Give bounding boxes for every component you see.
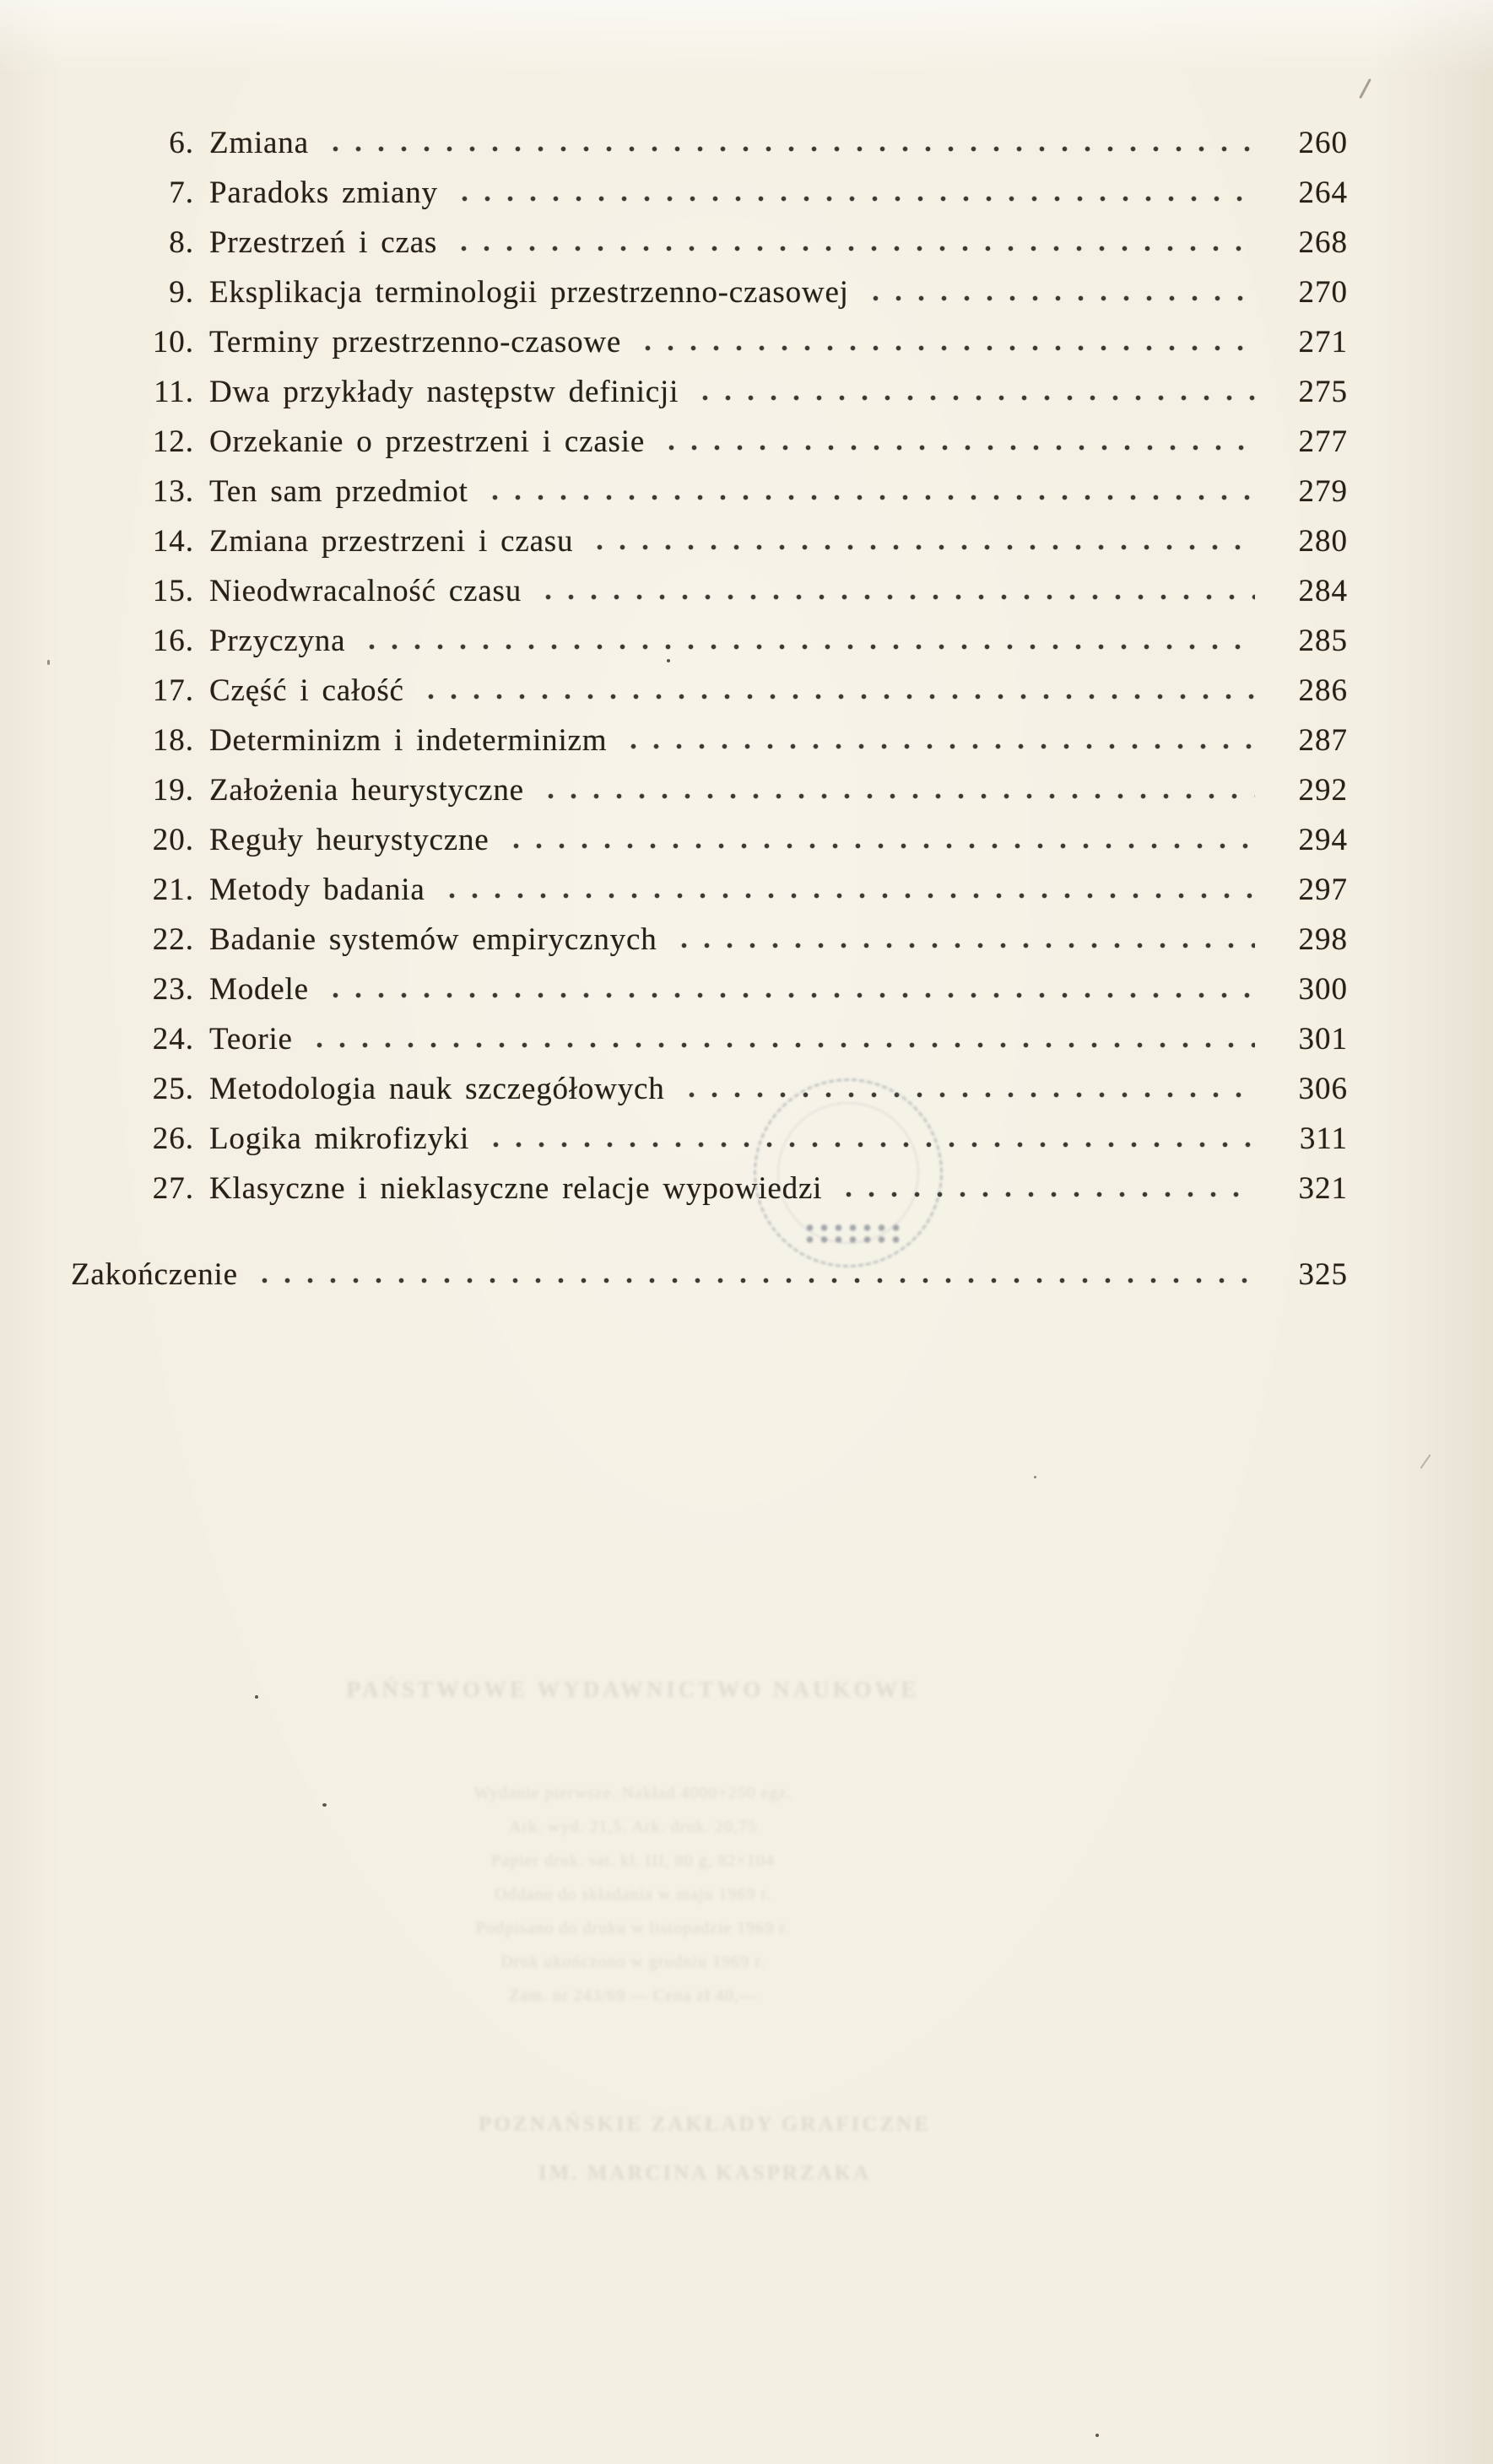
entry-number: 26.: [152, 1121, 194, 1156]
entry-page-number: 321: [1298, 1171, 1348, 1206]
dot-leader: [864, 294, 1255, 302]
entry-number: 23.: [152, 972, 194, 1007]
entry-title: Eksplikacja terminologii przestrzenno-czasowej: [209, 275, 849, 310]
entry-title: Determinizm i indeterminizm: [209, 723, 608, 758]
entry-number: 15.: [152, 574, 194, 608]
dot-leader: [673, 942, 1256, 949]
entry-number: 22.: [152, 922, 194, 957]
entry-page-number: 275: [1298, 375, 1348, 409]
entry-page-number: 271: [1298, 325, 1348, 359]
dot-leader: [505, 842, 1255, 850]
paper-speck: [322, 1803, 327, 1807]
toc-entry: [138, 516, 1348, 566]
toc-entry: [138, 765, 1348, 815]
dot-leader: [441, 892, 1255, 900]
bleedthrough-heading: PAŃSTWOWE WYDAWNICTWO NAUKOWE: [346, 1677, 920, 1702]
entry-number: 20.: [152, 823, 194, 857]
toc-entry: [138, 467, 1348, 516]
bleedthrough-printer: [72, 2100, 1338, 2198]
dot-leader: [452, 245, 1255, 252]
toc-final-entry: [71, 1250, 1348, 1300]
entry-page-number: 300: [1298, 972, 1348, 1007]
toc-entry: [138, 815, 1348, 865]
entry-number: 17.: [152, 673, 194, 708]
bleedthrough-colophon: [0, 1776, 1266, 2013]
entry-number: 27.: [152, 1171, 194, 1206]
entry-number: 10.: [152, 325, 194, 359]
toc-entry: [138, 1014, 1348, 1064]
dot-leader: [484, 494, 1255, 501]
entry-title: Reguły heurystyczne: [209, 823, 490, 857]
dot-leader: [453, 195, 1255, 203]
toc-entry: [138, 716, 1348, 765]
entry-title: Przyczyna: [209, 624, 346, 658]
bleedthrough-line: Oddano do składania w maju 1969 r.: [495, 1885, 771, 1904]
toc-entry: [138, 168, 1348, 218]
entry-number: 24.: [152, 1022, 194, 1056]
entry-title: Metody badania: [209, 873, 425, 907]
entry-page-number: 286: [1298, 673, 1348, 708]
toc-entry: [138, 965, 1348, 1014]
entry-title: Ten sam przedmiot: [209, 474, 468, 509]
entry-title: Nieodwracalność czasu: [209, 574, 522, 608]
toc-entry: [138, 218, 1348, 267]
dot-leader: [636, 344, 1255, 352]
toc-entry: [138, 865, 1348, 915]
toc-entry: [138, 1164, 1348, 1213]
table-of-contents: [71, 118, 1348, 1300]
entry-title: Metodologia nauk szczegółowych: [209, 1072, 665, 1106]
entry-number: 14.: [152, 524, 194, 559]
entry-page-number: 280: [1298, 524, 1348, 559]
entry-page-number: 260: [1298, 126, 1348, 160]
bleedthrough-line: Papier druk. sat. kl. III, 80 g, 82×104: [491, 1851, 775, 1870]
bleedthrough-line: Druk ukończono w grudniu 1969 r.: [500, 1953, 765, 1971]
dot-leader: [324, 145, 1255, 153]
entry-number: 21.: [152, 873, 194, 907]
bleedthrough-line: Ark. wyd. 21,5. Ark. druk. 20,75: [508, 1818, 758, 1836]
entry-title: Orzekanie o przestrzeni i czasie: [209, 424, 646, 459]
toc-entry: [138, 1114, 1348, 1164]
entry-number: 18.: [152, 723, 194, 758]
dot-leader: [694, 394, 1255, 402]
entry-title: Logika mikrofizyki: [209, 1121, 470, 1156]
entry-number: 25.: [152, 1072, 194, 1106]
entry-page-number: 311: [1299, 1121, 1348, 1156]
dot-leader: [660, 444, 1255, 451]
entry-title: Założenia heurystyczne: [209, 773, 524, 808]
entry-title: Terminy przestrzenno-czasowe: [209, 325, 622, 359]
dot-leader: [419, 693, 1255, 700]
entry-title: Część i całość: [209, 673, 404, 708]
entry-page-number: 270: [1298, 275, 1348, 310]
dot-leader: [680, 1091, 1255, 1099]
toc-entry: [138, 417, 1348, 467]
entry-title: Teorie: [209, 1022, 293, 1056]
dot-leader: [588, 543, 1255, 551]
dot-leader: [360, 643, 1255, 651]
entry-title: Paradoks zmiany: [209, 176, 438, 210]
entry-page-number: 301: [1298, 1022, 1348, 1056]
dot-leader: [539, 792, 1255, 800]
dot-leader: [253, 1277, 1255, 1284]
entry-title: Zmiana: [209, 126, 309, 160]
entry-title: Klasyczne i nieklasyczne relacje wypowiedzi: [209, 1171, 823, 1206]
toc-entry: [138, 267, 1348, 317]
entry-number: 16.: [152, 624, 194, 658]
dot-leader: [308, 1041, 1255, 1049]
entry-page-number: 325: [1298, 1257, 1348, 1292]
entry-page-number: 294: [1298, 823, 1348, 857]
scan-mark: [1359, 78, 1371, 99]
toc-entry: [138, 616, 1348, 666]
entry-page-number: 298: [1298, 922, 1348, 957]
entry-title: Zmiana przestrzeni i czasu: [209, 524, 574, 559]
entry-title: Zakończenie: [71, 1257, 238, 1292]
entry-page-number: 284: [1298, 574, 1348, 608]
entry-page-number: 306: [1298, 1072, 1348, 1106]
toc-entry: [138, 666, 1348, 716]
entry-number: 7.: [169, 176, 194, 210]
toc-entry: [138, 566, 1348, 616]
entry-number: 11.: [154, 375, 194, 409]
entry-number: 8.: [169, 225, 194, 260]
entry-title: Dwa przykłady następstw definicji: [209, 375, 679, 409]
scan-mark: [1420, 1454, 1431, 1469]
dot-leader: [622, 743, 1255, 750]
entry-number: 9.: [169, 275, 194, 310]
entry-page-number: 264: [1298, 176, 1348, 210]
entry-number: 19.: [152, 773, 194, 808]
toc-entry: [138, 1064, 1348, 1114]
toc-entry: [138, 367, 1348, 417]
toc-entry: [138, 915, 1348, 965]
entry-number: 12.: [152, 424, 194, 459]
bleedthrough-line: Wydanie pierwsze. Nakład 4000+250 egz.: [473, 1784, 792, 1802]
dot-leader: [324, 992, 1255, 999]
paper-speck: [47, 660, 50, 665]
entry-page-number: 268: [1298, 225, 1348, 260]
entry-page-number: 287: [1298, 723, 1348, 758]
entry-page-number: 292: [1298, 773, 1348, 808]
toc-entry: [138, 118, 1348, 168]
entry-page-number: 277: [1298, 424, 1348, 459]
entry-page-number: 297: [1298, 873, 1348, 907]
dot-leader: [484, 1141, 1255, 1148]
entry-page-number: 285: [1298, 624, 1348, 658]
dot-leader: [537, 593, 1255, 601]
dot-leader: [837, 1191, 1255, 1198]
bleedthrough-footer-line: IM. MARCINA KASPRZAKA: [538, 2162, 872, 2185]
bleedthrough-text: [0, 1675, 1266, 2198]
paper-speck: [255, 1695, 258, 1699]
entry-title: Przestrzeń i czas: [209, 225, 438, 260]
paper-speck: [1095, 2434, 1099, 2437]
entry-number: 6.: [169, 126, 194, 160]
paper-speck: [1034, 1476, 1036, 1478]
bleedthrough-footer-line: POZNAŃSKIE ZAKŁADY GRAFICZNE: [479, 2113, 931, 2136]
entry-number: 13.: [152, 474, 194, 509]
entry-title: Modele: [209, 972, 309, 1007]
entry-page-number: 279: [1298, 474, 1348, 509]
bleedthrough-line: Podpisano do druku w listopadzie 1969 r.: [476, 1919, 790, 1937]
toc-entry: [138, 317, 1348, 367]
entry-title: Badanie systemów empirycznych: [209, 922, 657, 957]
bleedthrough-line: Zam. nr 243/69 — Cena zł 40,—: [509, 1986, 757, 2005]
